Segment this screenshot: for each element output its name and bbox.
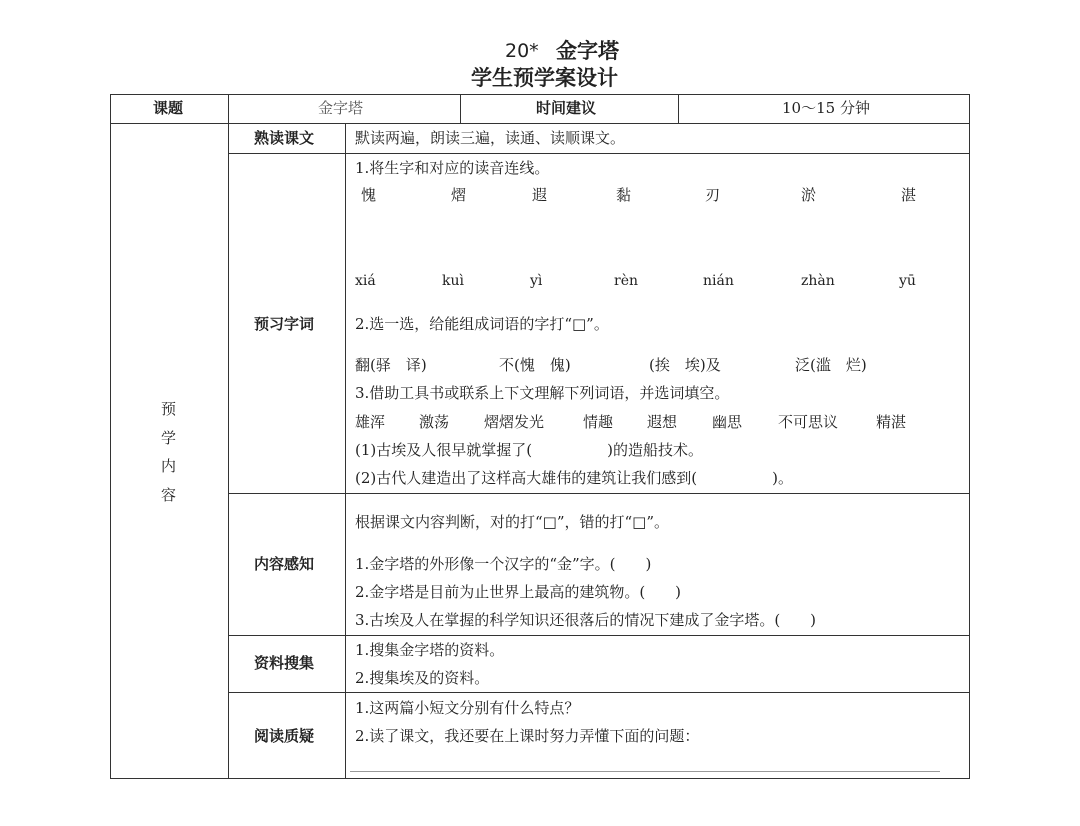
vocab-item: 雄浑: [355, 413, 386, 431]
table-line-row3: [228, 493, 970, 494]
reading-questions-label: 阅读质疑: [254, 727, 315, 745]
char-item: 熠: [451, 186, 467, 204]
judgement-item: 3.古埃及人在掌握的科学知识还很落后的情况下建成了金字塔。( ): [355, 611, 817, 629]
choice-item: 翻(驿 译): [355, 356, 427, 374]
pinyin-item: rèn: [614, 273, 638, 289]
vocab-item: 熠熠发光: [484, 413, 545, 431]
vocab-item: 精湛: [876, 413, 907, 431]
topic-value: 金字塔: [318, 99, 364, 117]
material-item: 2.搜集埃及的资料。: [355, 669, 490, 687]
table-col-divider-3: [460, 94, 461, 123]
answer-line[interactable]: [350, 771, 940, 772]
char-item: 淤: [801, 186, 817, 204]
preview-q1: 1.将生字和对应的读音连线。: [355, 159, 550, 177]
char-item: 遐: [532, 186, 548, 204]
section-label-char: 学: [161, 429, 177, 447]
preview-q2: 2.选一选，给能组成词语的字打“□”。: [355, 315, 609, 333]
table-border-left: [110, 94, 111, 778]
pinyin-item: yū: [899, 273, 916, 289]
choice-item: 不(愧 傀): [499, 356, 571, 374]
pinyin-item: nián: [703, 273, 734, 289]
pinyin-item: yì: [530, 273, 543, 289]
table-border-top: [110, 94, 970, 95]
fill-sentence-1: (1)古埃及人很早就掌握了( )的造船技术。: [355, 441, 703, 459]
char-item: 湛: [901, 186, 917, 204]
table-col-divider-4: [678, 94, 679, 123]
char-item: 黏: [616, 186, 632, 204]
table-line-row4: [228, 635, 970, 636]
preview-words-label: 预习字词: [254, 315, 315, 333]
familiar-reading-text: 默读两遍，朗读三遍，读通、读顺课文。: [355, 129, 626, 147]
content-perception-label: 内容感知: [254, 555, 315, 573]
lesson-number: 20*: [505, 40, 539, 62]
pinyin-item: kuì: [442, 273, 464, 289]
page-subtitle: 学生预学案设计: [471, 66, 618, 90]
vocab-item: 激荡: [419, 413, 450, 431]
table-border-bottom: [110, 778, 970, 779]
table-col-divider-2: [345, 123, 346, 778]
topic-label: 课题: [153, 99, 184, 117]
section-label-char: 预: [161, 400, 177, 418]
preview-q3: 3.借助工具书或联系上下文理解下列词语，并选词填空。: [355, 384, 730, 402]
table-col-divider-1: [228, 94, 229, 778]
time-label: 时间建议: [536, 99, 597, 117]
pinyin-item: zhàn: [801, 273, 835, 289]
vocab-item: 情趣: [583, 413, 614, 431]
section-label-char: 内: [161, 457, 177, 475]
reading-question-item: 1.这两篇小短文分别有什么特点？: [355, 699, 580, 717]
reading-question-item: 2.读了课文，我还要在上课时努力弄懂下面的问题：: [355, 727, 700, 745]
vocab-item: 遐想: [647, 413, 678, 431]
judgement-item: 1.金字塔的外形像一个汉字的“金”字。( ): [355, 555, 652, 573]
table-line-row2: [228, 153, 970, 154]
vocab-item: 不可思议: [778, 413, 839, 431]
time-value: 10～15 分钟: [782, 99, 870, 117]
fill-sentence-2: (2)古代人建造出了这样高大雄伟的建筑让我们感到( )。: [355, 469, 793, 487]
choice-item: (挨 埃)及: [649, 356, 721, 374]
char-item: 愧: [361, 186, 377, 204]
material-collection-label: 资料搜集: [254, 654, 315, 672]
char-item: 刃: [705, 186, 721, 204]
material-item: 1.搜集金字塔的资料。: [355, 641, 505, 659]
judgement-item: 2.金字塔是目前为止世界上最高的建筑物。( ): [355, 583, 682, 601]
familiar-reading-label: 熟读课文: [254, 129, 315, 147]
table-line-row1: [110, 123, 970, 124]
section-label-char: 容: [161, 486, 177, 504]
lesson-title: 金字塔: [556, 39, 619, 63]
table-line-row5: [228, 692, 970, 693]
table-border-right: [969, 94, 970, 778]
pinyin-item: xiá: [355, 273, 376, 289]
choice-item: 泛(滥 烂): [795, 356, 867, 374]
vocab-item: 幽思: [712, 413, 743, 431]
content-perception-intro: 根据课文内容判断，对的打“□”，错的打“□”。: [355, 513, 670, 531]
